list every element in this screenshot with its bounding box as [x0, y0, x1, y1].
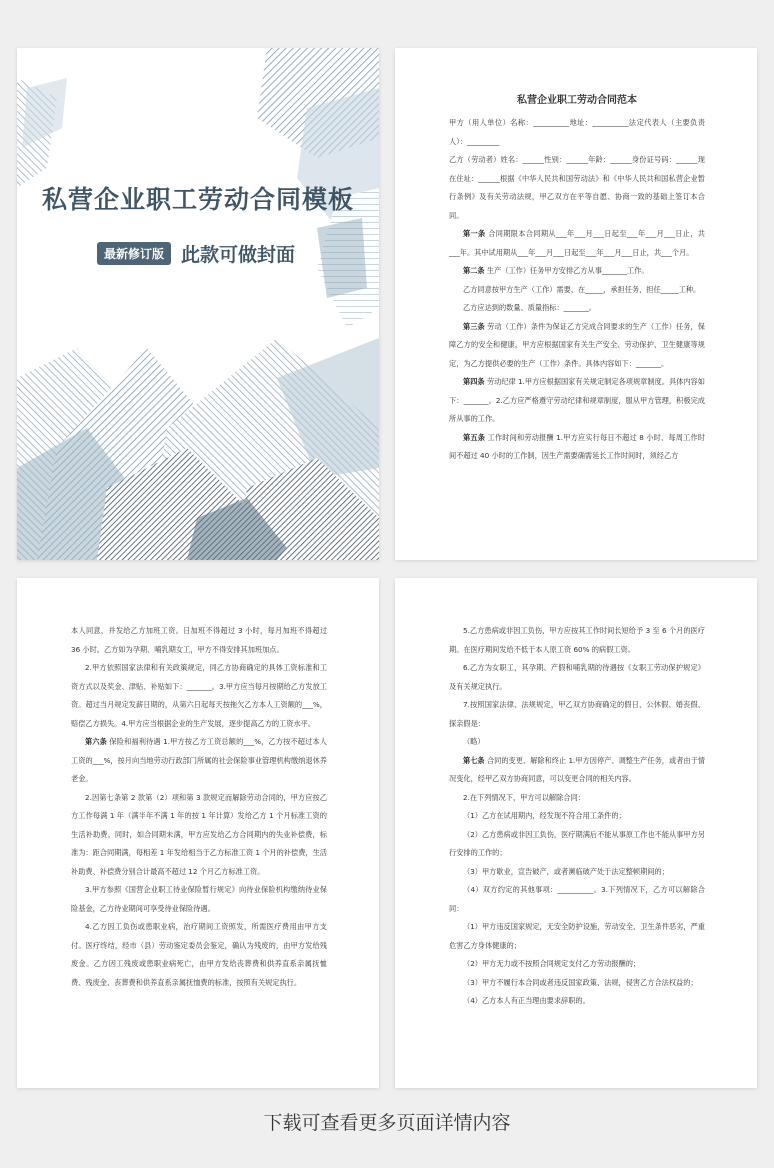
- contract-paragraph: [449, 696, 705, 733]
- paragraph-text: 工作时间和劳动报酬 1.甲方应实行每日不超过 8 小时、每周工作时间不超过 40 小时的工作制，因生产需要确需延长工作时间时，须经乙方: [449, 432, 705, 460]
- contract-page-2: [17, 578, 379, 1088]
- article-heading: 第一条: [463, 229, 486, 238]
- paragraph-text: （1）乙方在试用期内，经发现不符合用工条件的；: [463, 811, 626, 820]
- contract-paragraph: [449, 299, 705, 318]
- contract-paragraph: [449, 918, 705, 955]
- paragraph-text: 3.甲方参照《国营企业职工待业保险暂行规定》向待业保险机构缴纳待业保险基金，乙方待业期间可享受待业保险待遇。: [71, 885, 327, 913]
- contract-paragraph: [71, 733, 327, 789]
- cover-geometric-art: [17, 48, 379, 560]
- contract-paragraph: [71, 789, 327, 882]
- footer-note: 下载可查看更多页面详情内容: [263, 1112, 511, 1134]
- page-1-paragraphs: [449, 114, 705, 466]
- article-heading: 第二条: [463, 266, 485, 275]
- paragraph-text: （3）甲方歇业，宣告破产，或者濒临破产处于法定整顿期间的；: [463, 866, 669, 876]
- paragraph-text: 5.乙方患病或非因工负伤，甲方应按其工作时间长短给予 3 至 6 个月的医疗期。在医疗期间发给不低于本人原工资 60% 的病假工资。: [449, 626, 705, 654]
- cover-subtitle-row: [97, 240, 295, 267]
- contract-paragraph: [71, 622, 327, 659]
- article-heading: 第七条: [463, 755, 485, 765]
- paragraph-text: （4）双方约定的其他事项：__________。3.下列情况下，乙方可以解除合同：: [449, 885, 705, 913]
- paragraph-text: 乙方（劳动者）姓名：______性别：______年龄：______身份证号码：______现在住址：______根据《中华人民共和国劳动法》和《中华人民共和国私营企业暂行条例》及有关劳动法规，甲乙双方在平等自愿、协商一致的基础上签订本合同。: [449, 155, 705, 220]
- cover-page: [17, 48, 379, 560]
- contract-paragraph: [449, 225, 705, 262]
- contract-paragraph: [449, 826, 705, 863]
- paragraph-text: 本人同意，并发给乙方加班工资。日加班不得超过 3 小时，每月加班不得超过 36 小时。乙方如为孕期、哺乳期女工，甲方不得安排其加班加点。: [71, 626, 327, 654]
- paragraph-text: 合同的变更、解除和终止 1.甲方因停产、调整生产任务，或者由于情况变化，经甲乙双方协商同意，可以变更合同的相关内容。: [449, 755, 705, 783]
- paragraph-text: 保险和福利待遇 1.甲方按乙方工资总额的___%，乙方按不超过本人工资的___%，按月向当地劳动行政部门所属的社会保险事业管理机构缴纳退休养老金。: [71, 737, 327, 783]
- contract-paragraph: [449, 281, 705, 300]
- page-3-paragraphs: [449, 622, 705, 1011]
- contract-paragraph: [449, 262, 705, 281]
- cover-title: 私营企业职工劳动合同模板: [41, 185, 354, 214]
- paragraph-text: 劳动纪律 1.甲方应根据国家有关规定制定各项规章制度。具体内容如下：_______。2.乙方应严格遵守劳动纪律和规章制度，服从甲方管理，积极完成所从事的工作。: [449, 377, 705, 423]
- paragraph-text: （1）甲方违反国家规定，无安全防护设施，劳动安全、卫生条件恶劣，严重危害乙方身体健康的；: [449, 922, 705, 950]
- page-1-body: [449, 92, 705, 466]
- paragraph-text: （2）甲方无力或不按照合同规定支付乙方劳动报酬的；: [463, 959, 641, 968]
- page-2-body: [71, 622, 327, 992]
- paragraph-text: 生产（工作）任务甲方安排乙方从事_______工作。: [486, 266, 649, 275]
- contract-paragraph: [449, 881, 705, 918]
- contract-paragraph: [71, 918, 327, 992]
- contract-paragraph: [449, 992, 705, 1011]
- paragraph-text: 乙方应达到的数量、质量指标：_______。: [463, 303, 596, 312]
- contract-paragraph: [449, 318, 705, 374]
- contract-paragraph: [449, 752, 705, 789]
- contract-paragraph: [71, 881, 327, 918]
- paragraph-text: （略）: [463, 737, 485, 746]
- article-heading: 第三条: [463, 321, 485, 331]
- contract-paragraph: [449, 789, 705, 808]
- paragraph-text: （4）乙方本人有正当理由要求辞职的。: [463, 996, 590, 1005]
- paragraph-text: 合同期限本合同期从___年___月___日起至___年___月___日止，共___年。其中试用期从___年___月___日起至___年___月___日止，共___个月。: [449, 229, 705, 257]
- paragraph-text: 7.按照国家法律、法规规定，甲乙双方协商确定的假日、公休假、婚丧假、探亲假是：: [449, 700, 705, 728]
- page-2-paragraphs: [71, 622, 327, 992]
- contract-page-1: [395, 48, 757, 560]
- page-3-body: [449, 622, 705, 1011]
- paragraph-text: 6.乙方为女职工，其孕期、产假和哺乳期的待遇按《女职工劳动保护规定》及有关规定执行。: [449, 663, 705, 691]
- paragraph-text: （3）甲方不履行本合同或者违反国家政策、法规，侵害乙方合法权益的；: [463, 977, 698, 987]
- article-heading: 第六条: [85, 737, 107, 746]
- paragraph-text: 2.甲方依照国家法律和有关政策规定，同乙方协商确定的具体工资标准和工资方式以及奖金、津贴、补贴如下：_______。3.甲方应当每月按期给乙方发放工资。超过当月规定发薪日期的，从第六日起每天按拖欠乙方本人工资额的___%，赔偿乙方损失。4.甲方应当根据企业的生产发展，逐步提高乙方的工资水平。: [71, 663, 327, 728]
- contract-paragraph: [449, 429, 705, 466]
- cover-subtitle: 此款可做封面: [181, 244, 296, 266]
- contract-paragraph: [449, 622, 705, 659]
- revision-badge: 最新修订版: [97, 242, 171, 265]
- article-heading: 第四条: [463, 377, 485, 386]
- paragraph-text: 乙方同意按甲方生产（工作）需要，在_____，承担任务，担任_____工种。: [463, 284, 701, 294]
- paragraph-text: （2）乙方患病或非因工负伤，医疗期满后不能从事原工作也不能从事甲方另行安排的工作的；: [449, 829, 705, 857]
- contract-paragraph: [449, 863, 705, 882]
- contract-paragraph: [449, 659, 705, 696]
- paragraph-text: 劳动（工作）条件为保证乙方完成合同要求的生产（工作）任务，保障乙方的安全和健康，甲方应根据国家有关生产安全、劳动保护、卫生健康等规定，为乙方提供必要的生产（工作）条件。具体内容如下：_______。: [449, 321, 705, 368]
- contract-title: 私营企业职工劳动合同范本: [517, 95, 637, 106]
- contract-paragraph: [71, 659, 327, 733]
- contract-paragraph: [449, 955, 705, 974]
- paragraph-text: 4.乙方因工负伤或患职业病，治疗期间工资照发，所需医疗费用由甲方支付。医疗终结，经市（县）劳动鉴定委员会鉴定，确认为残废的，由甲方发给残废金。乙方因工残废或患职业病死亡，由甲方发给丧葬费和供养直系亲属抚恤费、残废金、丧葬费和供养直系亲属抚恤费的标准，按照有关规定执行。: [71, 922, 327, 987]
- contract-page-3: [395, 578, 757, 1088]
- paragraph-text: 2.因第七条第 2 款第（2）项和第 3 款规定而解除劳动合同的，甲方应按乙方工作每满 1 年（满半年不满 1 年的按 1 年计算）发给乙方 1 个月标准工资的生活补助费。同时，如合同期未满，甲方应发给乙方合同期内的失业补偿费，标准为：距合同期满，每相差 1 年发给相当于乙方标准工资 1 个月的补偿费，生活补助费、补偿费分别合计最高不超过 12 个月乙方标准工资。: [71, 792, 327, 876]
- contract-paragraph: [449, 114, 705, 151]
- contract-paragraph: [449, 807, 705, 826]
- contract-paragraph: [449, 151, 705, 225]
- contract-paragraph: [449, 733, 705, 752]
- contract-paragraph: [449, 974, 705, 993]
- article-heading: 第五条: [463, 432, 486, 442]
- paragraph-text: 甲方（用人单位）名称：__________地址：__________法定代表人（主要负责人）：_________: [449, 118, 705, 146]
- paragraph-text: 2.在下列情况下，甲方可以解除合同：: [463, 792, 585, 802]
- contract-paragraph: [449, 373, 705, 429]
